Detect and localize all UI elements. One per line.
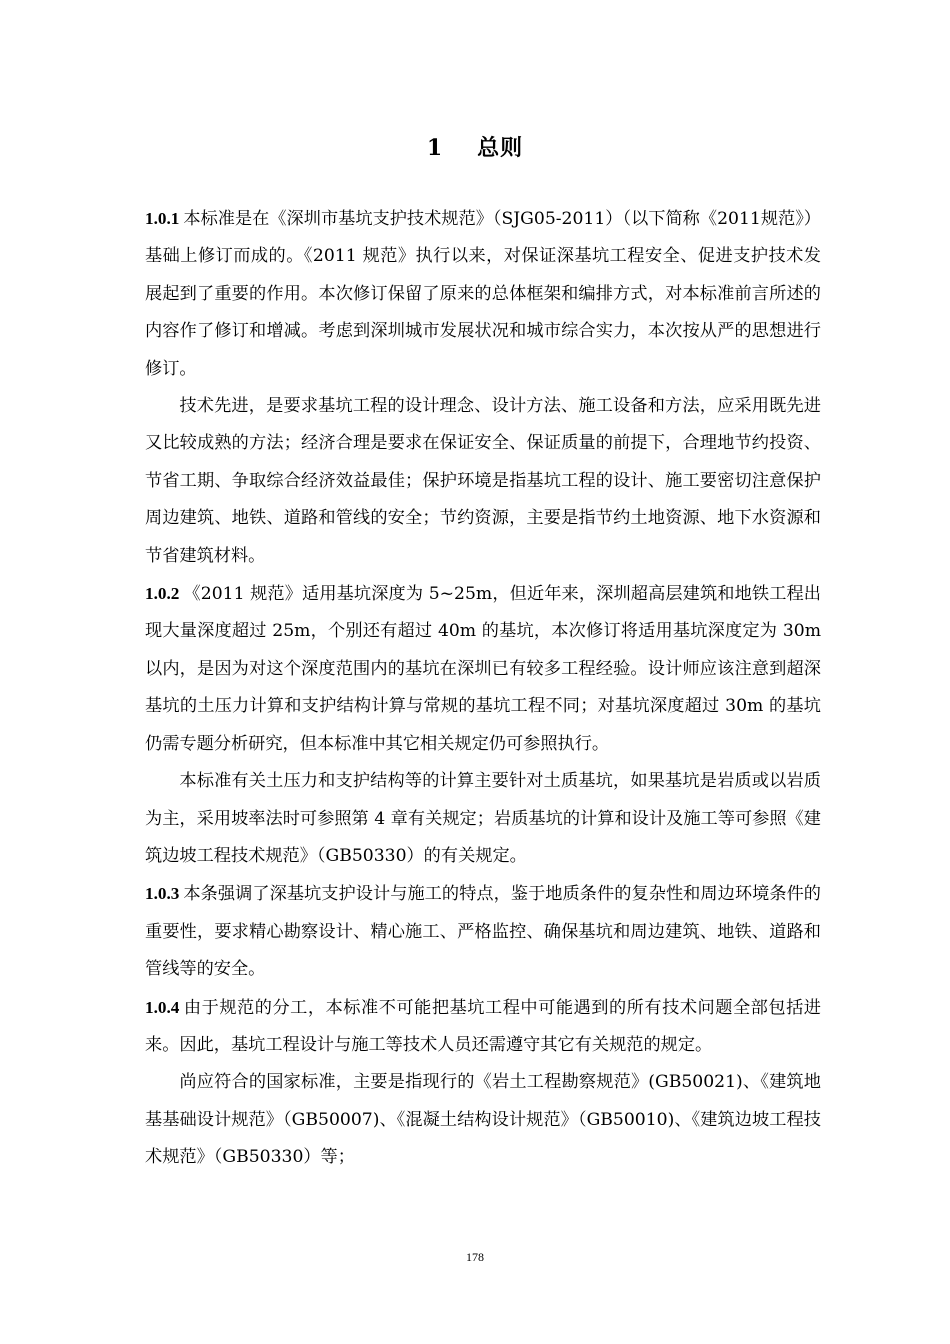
paragraph-text: 本条强调了深基坑支护设计与施工的特点，鉴于地质条件的复杂性和周边环境条件的重要性，要求精心勘察设计、精心施工、严格监控、确保基坑和周边建筑、地铁、道路和管线等的安全。 <box>145 884 821 980</box>
clause-number: 1.0.1 <box>145 209 180 228</box>
clause-number: 1.0.3 <box>145 884 180 904</box>
chapter-heading <box>0 131 950 162</box>
clause-number: 1.0.2 <box>145 584 180 604</box>
clause-1-0-4 <box>145 989 821 1065</box>
chapter-number: 1 <box>426 134 444 161</box>
paragraph-text: 尚应符合的国家标准，主要是指现行的《岩土工程勘察规范》(GB50021)、《建筑地基基础设计规范》（GB50007)、《混凝土结构设计规范》（GB50010)、《建筑边坡工程技术规范》（GB50330）等； <box>145 1072 821 1168</box>
clause-1-0-1 <box>145 200 821 388</box>
clause-1-0-3 <box>145 875 821 988</box>
paragraph-text: 本标准有关土压力和支护结构等的计算主要针对土质基坑，如果基坑是岩质或以岩质为主，采用坡率法时可参照第 4 章有关规定；岩质基坑的计算和设计及施工等可参照《建筑边坡工程技术规范》（GB50330）的有关规定。 <box>145 771 821 866</box>
chapter-title: 总则 <box>477 134 524 161</box>
paragraph-national-standards <box>145 1064 821 1176</box>
clause-1-0-2 <box>145 575 821 763</box>
paragraph-text: 本标准是在《深圳市基坑支护技术规范》（SJG05-2011）（以下简称《2011规范》）基础上修订而成的。《2011 规范》执行以来，对保证深基坑工程安全、促进支护技术发展起到了重要的作用。本次修订保留了原来的总体框架和编排方式，对本标准前言所述的内容作了修订和增减。考虑到深圳城市发展状况和城市综合实力，本次按从严的思想进行修订。 <box>145 209 821 379</box>
paragraph-text: 技术先进，是要求基坑工程的设计理念、设计方法、施工设备和方法，应采用既先进又比较成熟的方法；经济合理是要求在保证安全、保证质量的前提下，合理地节约投资、节省工期、争取综合经济效益最佳；保护环境是指基坑工程的设计、施工要密切注意保护周边建筑、地铁、道路和管线的安全；节约资源，主要是指节约土地资源、地下水资源和节省建筑材料。 <box>145 396 821 566</box>
paragraph-soil-pressure <box>145 763 821 875</box>
paragraph-text: 《2011 规范》适用基坑深度为 5~25m，但近年来，深圳超高层建筑和地铁工程出现大量深度超过 25m，个别还有超过 40m 的基坑，本次修订将适用基坑深度定为 30m 以内，是因为对这个深度范围内的基坑在深圳已有较多工程经验。设计师应该注意到超深基坑的土压力计算和支护结构计算与常规的基坑工程不同；对基坑深度超过 30m 的基坑仍需专题分析研究，但本标准中其它相关规定仍可参照执行。 <box>145 584 821 754</box>
page-number: 178 <box>466 1250 484 1264</box>
document-body <box>145 200 821 1177</box>
clause-number: 1.0.4 <box>145 997 180 1017</box>
paragraph-technical-advanced <box>145 388 821 575</box>
paragraph-text: 由于规范的分工，本标准不可能把基坑工程中可能遇到的所有技术问题全部包括进来。因此，基坑工程设计与施工等技术人员还需遵守其它有关规范的规定。 <box>145 997 821 1055</box>
